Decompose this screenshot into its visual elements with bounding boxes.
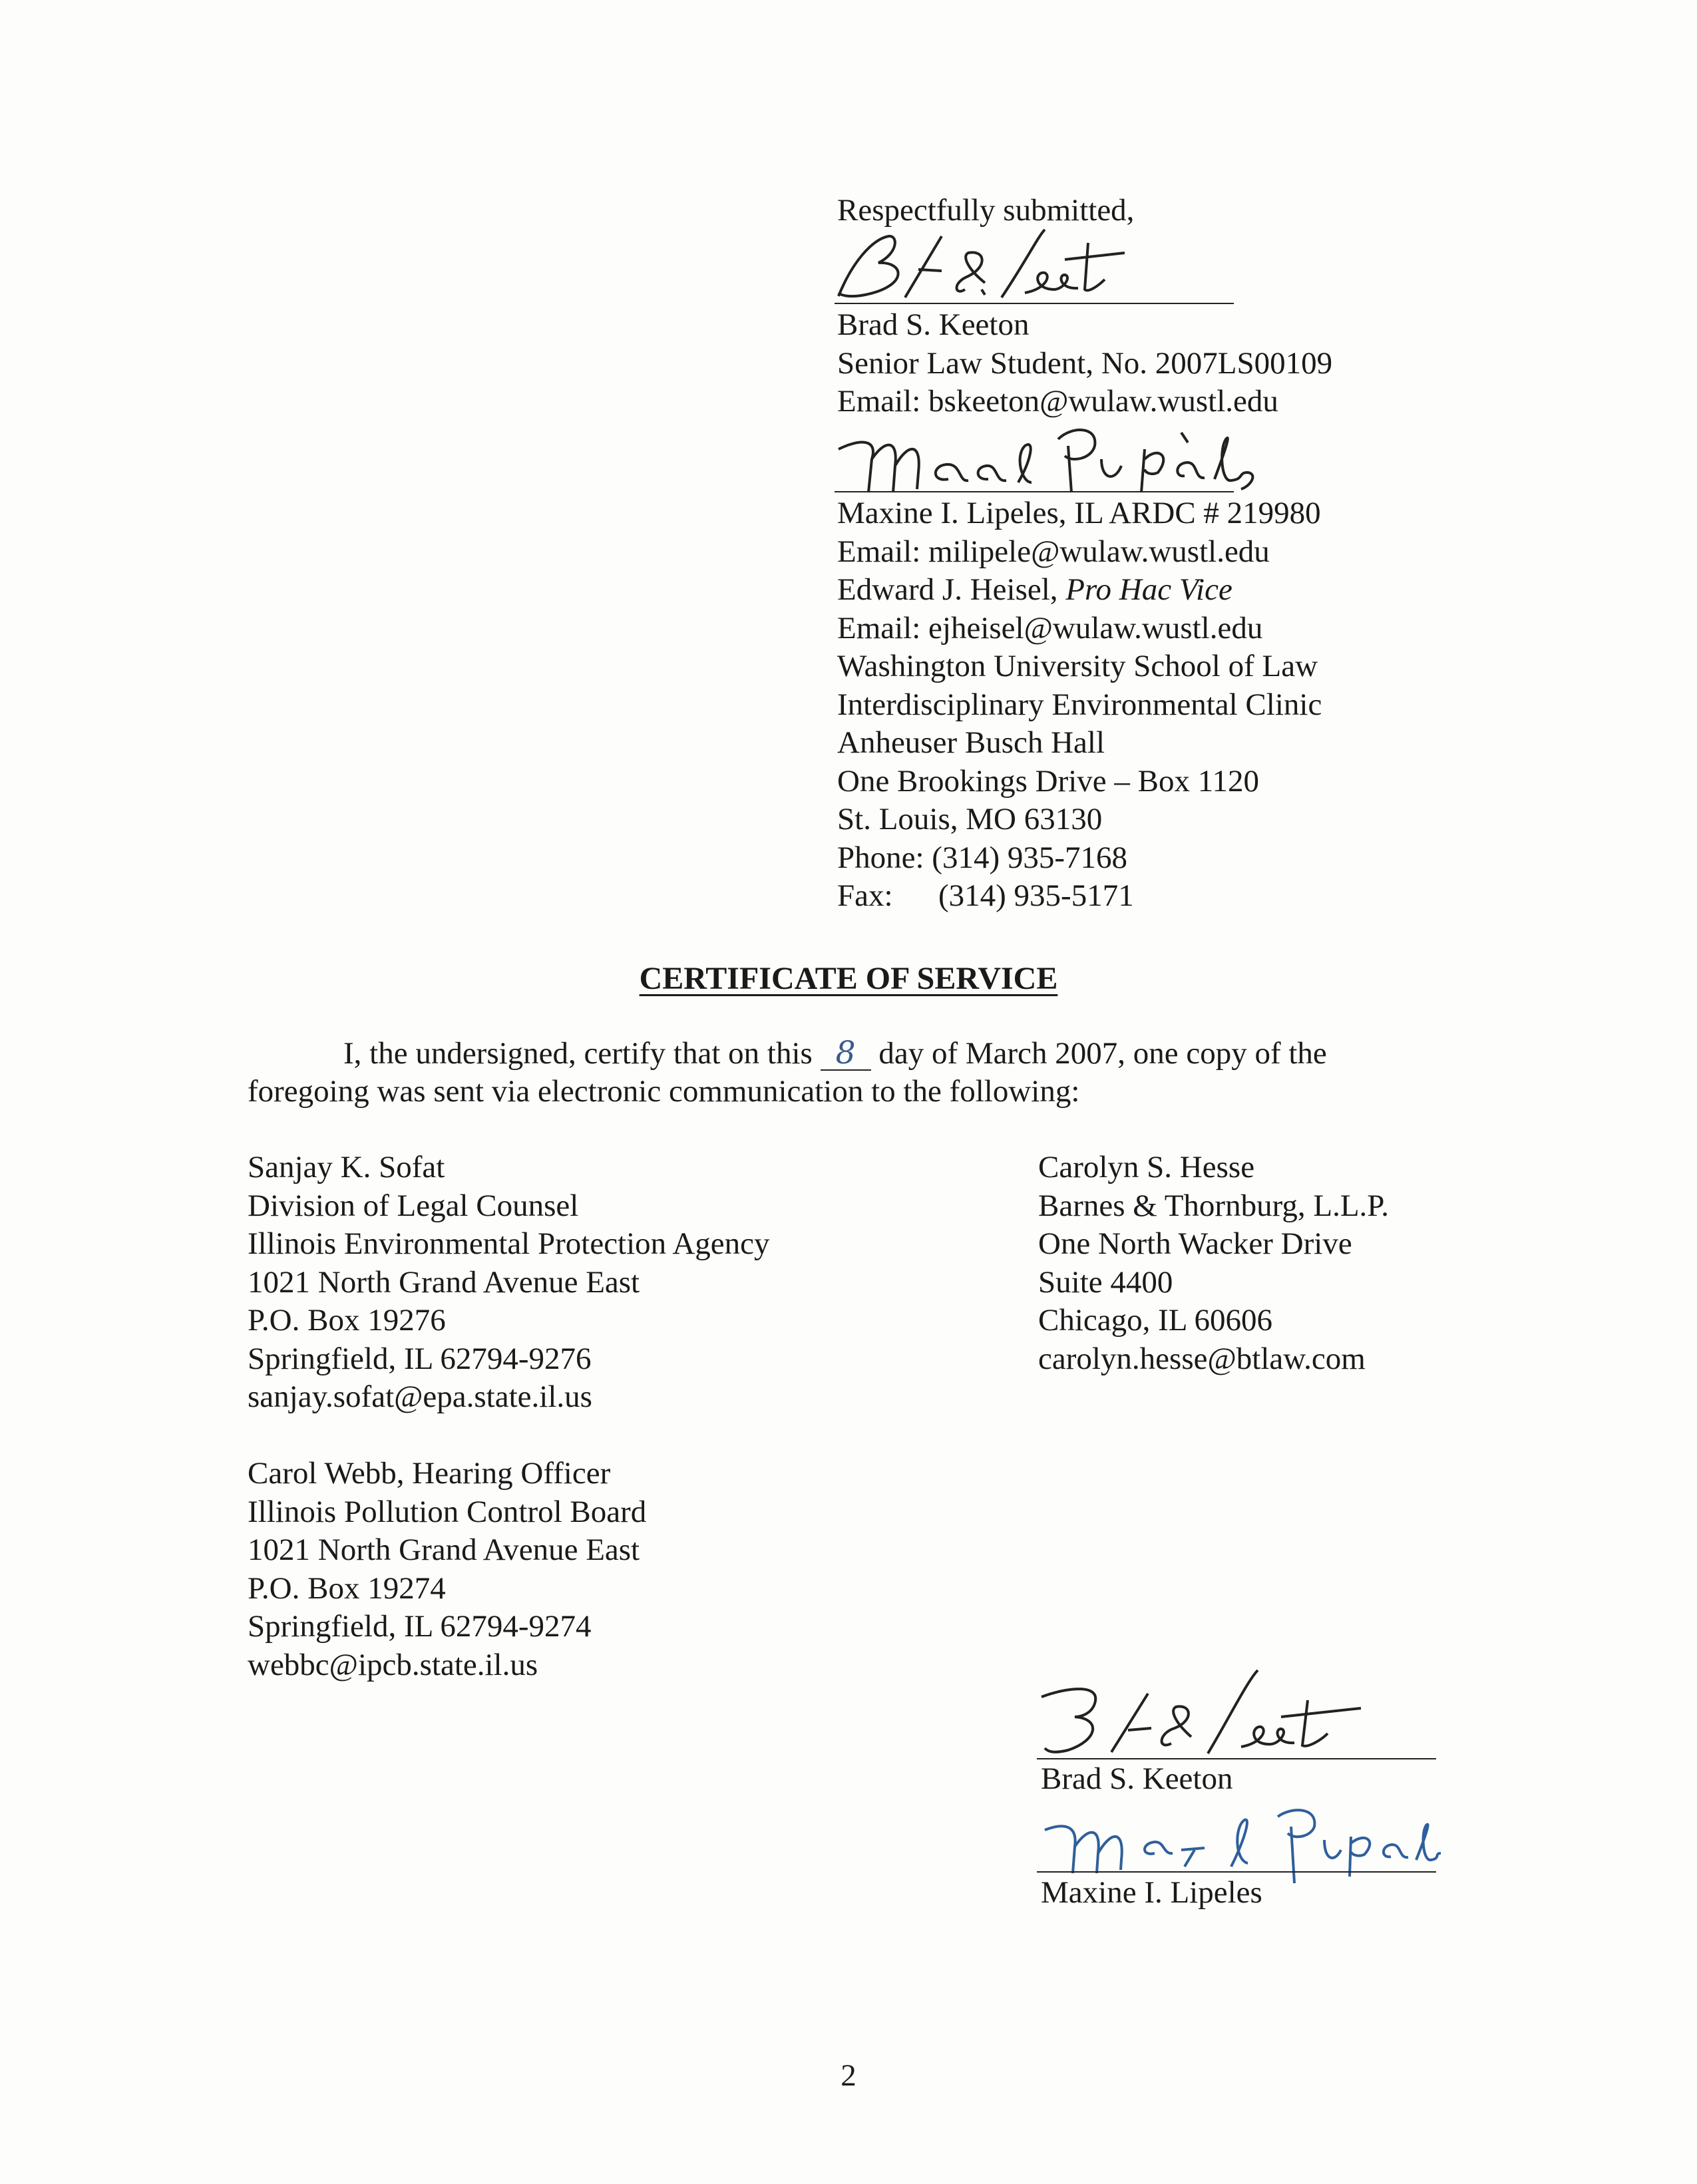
recipient-line: P.O. Box 19274 bbox=[248, 1570, 446, 1606]
signer-3-line bbox=[837, 571, 1322, 610]
recipient-line: Illinois Environmental Protection Agency bbox=[248, 1226, 770, 1261]
page-number: 2 bbox=[841, 2058, 856, 2093]
signer-1-email: Email: bskeeton@wulaw.wustl.edu bbox=[837, 384, 1278, 419]
final-name-lipeles: Maxine I. Lipeles bbox=[1041, 1875, 1262, 1910]
signer-1-title: Senior Law Student, No. 2007LS00109 bbox=[837, 345, 1333, 381]
org-line-1: Washington University School of Law bbox=[837, 649, 1318, 683]
org-line-2: Interdisciplinary Environmental Clinic bbox=[837, 687, 1322, 722]
signature-keeton-top bbox=[825, 223, 1198, 309]
recipient-line: Division of Legal Counsel bbox=[248, 1188, 579, 1223]
phone-line: Phone: (314) 935-7168 bbox=[837, 840, 1128, 875]
certification-text-end: day of March 2007, one copy of the bbox=[878, 1036, 1327, 1071]
fax-line bbox=[837, 877, 1322, 916]
signer-2-name: Maxine I. Lipeles, IL ARDC # 219980 bbox=[837, 496, 1321, 530]
signer-3-name: Edward J. Heisel, bbox=[837, 572, 1058, 607]
certification-line-1 bbox=[343, 1035, 1327, 1073]
signature-lipeles-top bbox=[832, 419, 1258, 499]
signature-line-bottom-2 bbox=[1037, 1871, 1436, 1873]
recipient-email: webbc@ipcb.state.il.us bbox=[248, 1647, 538, 1682]
signer-2-email: Email: milipele@wulaw.wustl.edu bbox=[837, 534, 1270, 569]
signature-keeton-bottom bbox=[1028, 1667, 1401, 1760]
recipient-hesse bbox=[1038, 1149, 1389, 1378]
recipient-line: Illinois Pollution Control Board bbox=[248, 1494, 647, 1529]
signer-2-block bbox=[837, 494, 1322, 916]
recipient-webb bbox=[248, 1455, 646, 1684]
address-line-2: One Brookings Drive – Box 1120 bbox=[837, 763, 1260, 799]
certification-line-2: foregoing was sent via electronic communication to the following: bbox=[248, 1074, 1080, 1109]
certification-text-start: I, the undersigned, certify that on this bbox=[343, 1036, 813, 1071]
recipient-line: Barnes & Thornburg, L.L.P. bbox=[1038, 1188, 1389, 1223]
signer-3-status: Pro Hac Vice bbox=[1065, 572, 1232, 607]
fax-label: Fax: bbox=[837, 878, 893, 913]
final-name-keeton: Brad S. Keeton bbox=[1041, 1761, 1233, 1796]
address-line-3: St. Louis, MO 63130 bbox=[837, 802, 1103, 836]
recipient-line: Sanjay K. Sofat bbox=[248, 1150, 445, 1184]
recipient-line: Carolyn S. Hesse bbox=[1038, 1150, 1255, 1184]
day-number: 8 bbox=[821, 1037, 871, 1071]
recipient-line: Chicago, IL 60606 bbox=[1038, 1303, 1272, 1338]
fax-number: (314) 935-5171 bbox=[938, 878, 1134, 913]
recipient-line: Suite 4400 bbox=[1038, 1264, 1173, 1300]
recipient-line: 1021 North Grand Avenue East bbox=[248, 1533, 640, 1567]
recipient-line: Springfield, IL 62794-9276 bbox=[248, 1341, 592, 1376]
recipient-line: P.O. Box 19276 bbox=[248, 1303, 446, 1338]
recipient-email: sanjay.sofat@epa.state.il.us bbox=[248, 1379, 592, 1414]
signer-1-name: Brad S. Keeton bbox=[837, 307, 1030, 342]
closing-text: Respectfully submitted, bbox=[837, 193, 1135, 228]
recipient-line: 1021 North Grand Avenue East bbox=[248, 1264, 640, 1300]
recipient-line: Springfield, IL 62794-9274 bbox=[248, 1609, 592, 1644]
signer-1-block bbox=[837, 306, 1332, 421]
address-line-1: Anheuser Busch Hall bbox=[837, 725, 1105, 760]
recipient-line: One North Wacker Drive bbox=[1038, 1226, 1352, 1261]
recipient-sofat bbox=[248, 1149, 770, 1417]
signature-line-bottom-1 bbox=[1037, 1758, 1436, 1759]
certificate-heading: CERTIFICATE OF SERVICE bbox=[639, 961, 1058, 996]
signature-line-top-2 bbox=[835, 491, 1234, 492]
signer-3-email: Email: ejheisel@wulaw.wustl.edu bbox=[837, 610, 1263, 645]
signature-line-top-1 bbox=[835, 303, 1234, 304]
recipient-line: Carol Webb, Hearing Officer bbox=[248, 1456, 611, 1491]
recipient-email: carolyn.hesse@btlaw.com bbox=[1038, 1341, 1366, 1376]
